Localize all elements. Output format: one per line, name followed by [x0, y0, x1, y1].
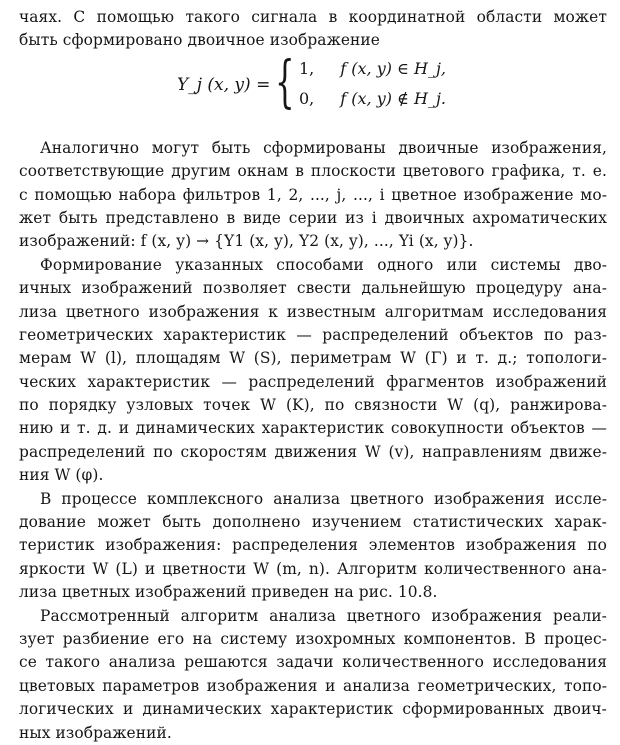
text-line: по порядку узловых точек W (K), по связности W (q), ранжирова- [19, 396, 607, 415]
text-line: чаях. С помощью такого сигнала в координатной области может [19, 8, 607, 26]
text-line: распределений по скоростям движения W (v), направлениям движе- [19, 442, 607, 461]
text-line: ичных изображений позволяет свести дальнейшую процедуру ана- [19, 279, 607, 298]
binary-image-formula [19, 49, 607, 131]
case-two-condition: f (x, y) ∉ H_j. [340, 88, 447, 108]
text-line: нию и т. д. и динамических характеристик совокупности объектов — [19, 419, 607, 438]
case-two-value: 0, [299, 88, 315, 108]
text-line: мерам W (l), площадям W (S), периметрам W (Γ) и т. д.; топологи- [19, 349, 607, 368]
text-line: лиза цветного изображения к известным алгоритмам исследования [19, 302, 607, 321]
text-line: цветовых параметров изображения и анализа геометрических, топо- [19, 676, 607, 695]
text-line: логических и динамических характеристик сформированных двоич- [19, 700, 607, 719]
intro-paragraph [19, 6, 607, 53]
text-line: ческих характеристик — распределений фрагментов изображений [19, 372, 607, 391]
text-line: яркости W (L) и цветности W (m, n). Алгоритм количественного ана- [19, 559, 607, 578]
text-line: геометрических характеристик — распределений объектов по раз- [19, 325, 607, 344]
text-line: Рассмотренный алгоритм анализа цветного изображения реали- [40, 606, 607, 625]
text-line: се такого анализа решаются задачи количественного исследования [19, 653, 607, 672]
text-line: ных изображений. [19, 723, 172, 742]
formula-lhs: Y_j (x, y) = [177, 74, 271, 95]
text-line: теристик изображения: распределения элементов изображения по [19, 536, 607, 555]
paragraph-formation [19, 254, 607, 488]
paragraph-conclusion [19, 605, 607, 745]
text-line: ния W (φ). [19, 466, 104, 485]
case-one-condition: f (x, y) ∈ H_j, [340, 58, 447, 78]
book-page [19, 6, 607, 745]
text-line: Формирование указанных способами одного или системы дво- [40, 255, 607, 274]
text-line: В процессе комплексного анализа цветного изображения иссле- [40, 489, 607, 508]
paragraph-complex-analysis [19, 488, 607, 605]
text-line: зует разбиение его на систему изохромных компонентов. В процес- [19, 629, 607, 648]
text-line: дование может быть дополнено изучением статистических харак- [19, 513, 607, 532]
text-line: изображений: f (x, y) → {Y1 (x, y), Y2 (x, y), ..., Yi (x, y)}. [19, 232, 474, 251]
case-one-value: 1, [299, 58, 315, 78]
text-line: быть сформировано двоичное изображение [19, 31, 380, 50]
formula-case-one [299, 59, 446, 78]
formula-case-two [299, 89, 446, 108]
paragraph-binary-images [19, 137, 607, 254]
text-line: с помощью набора фильтров 1, 2, ..., j, ..., i цветное изображение мо- [19, 185, 607, 204]
curly-brace-icon: { [275, 49, 295, 115]
text-line: Аналогично могут быть сформированы двоичные изображения, [40, 138, 607, 157]
text-line: соответствующие другим окнам в плоскости цветового графика, т. е. [19, 162, 607, 181]
text-line: лиза цветных изображений приведен на рис. 10.8. [19, 583, 438, 602]
text-line: жет быть представлено в виде серии из i двоичных ахроматических [19, 208, 607, 227]
